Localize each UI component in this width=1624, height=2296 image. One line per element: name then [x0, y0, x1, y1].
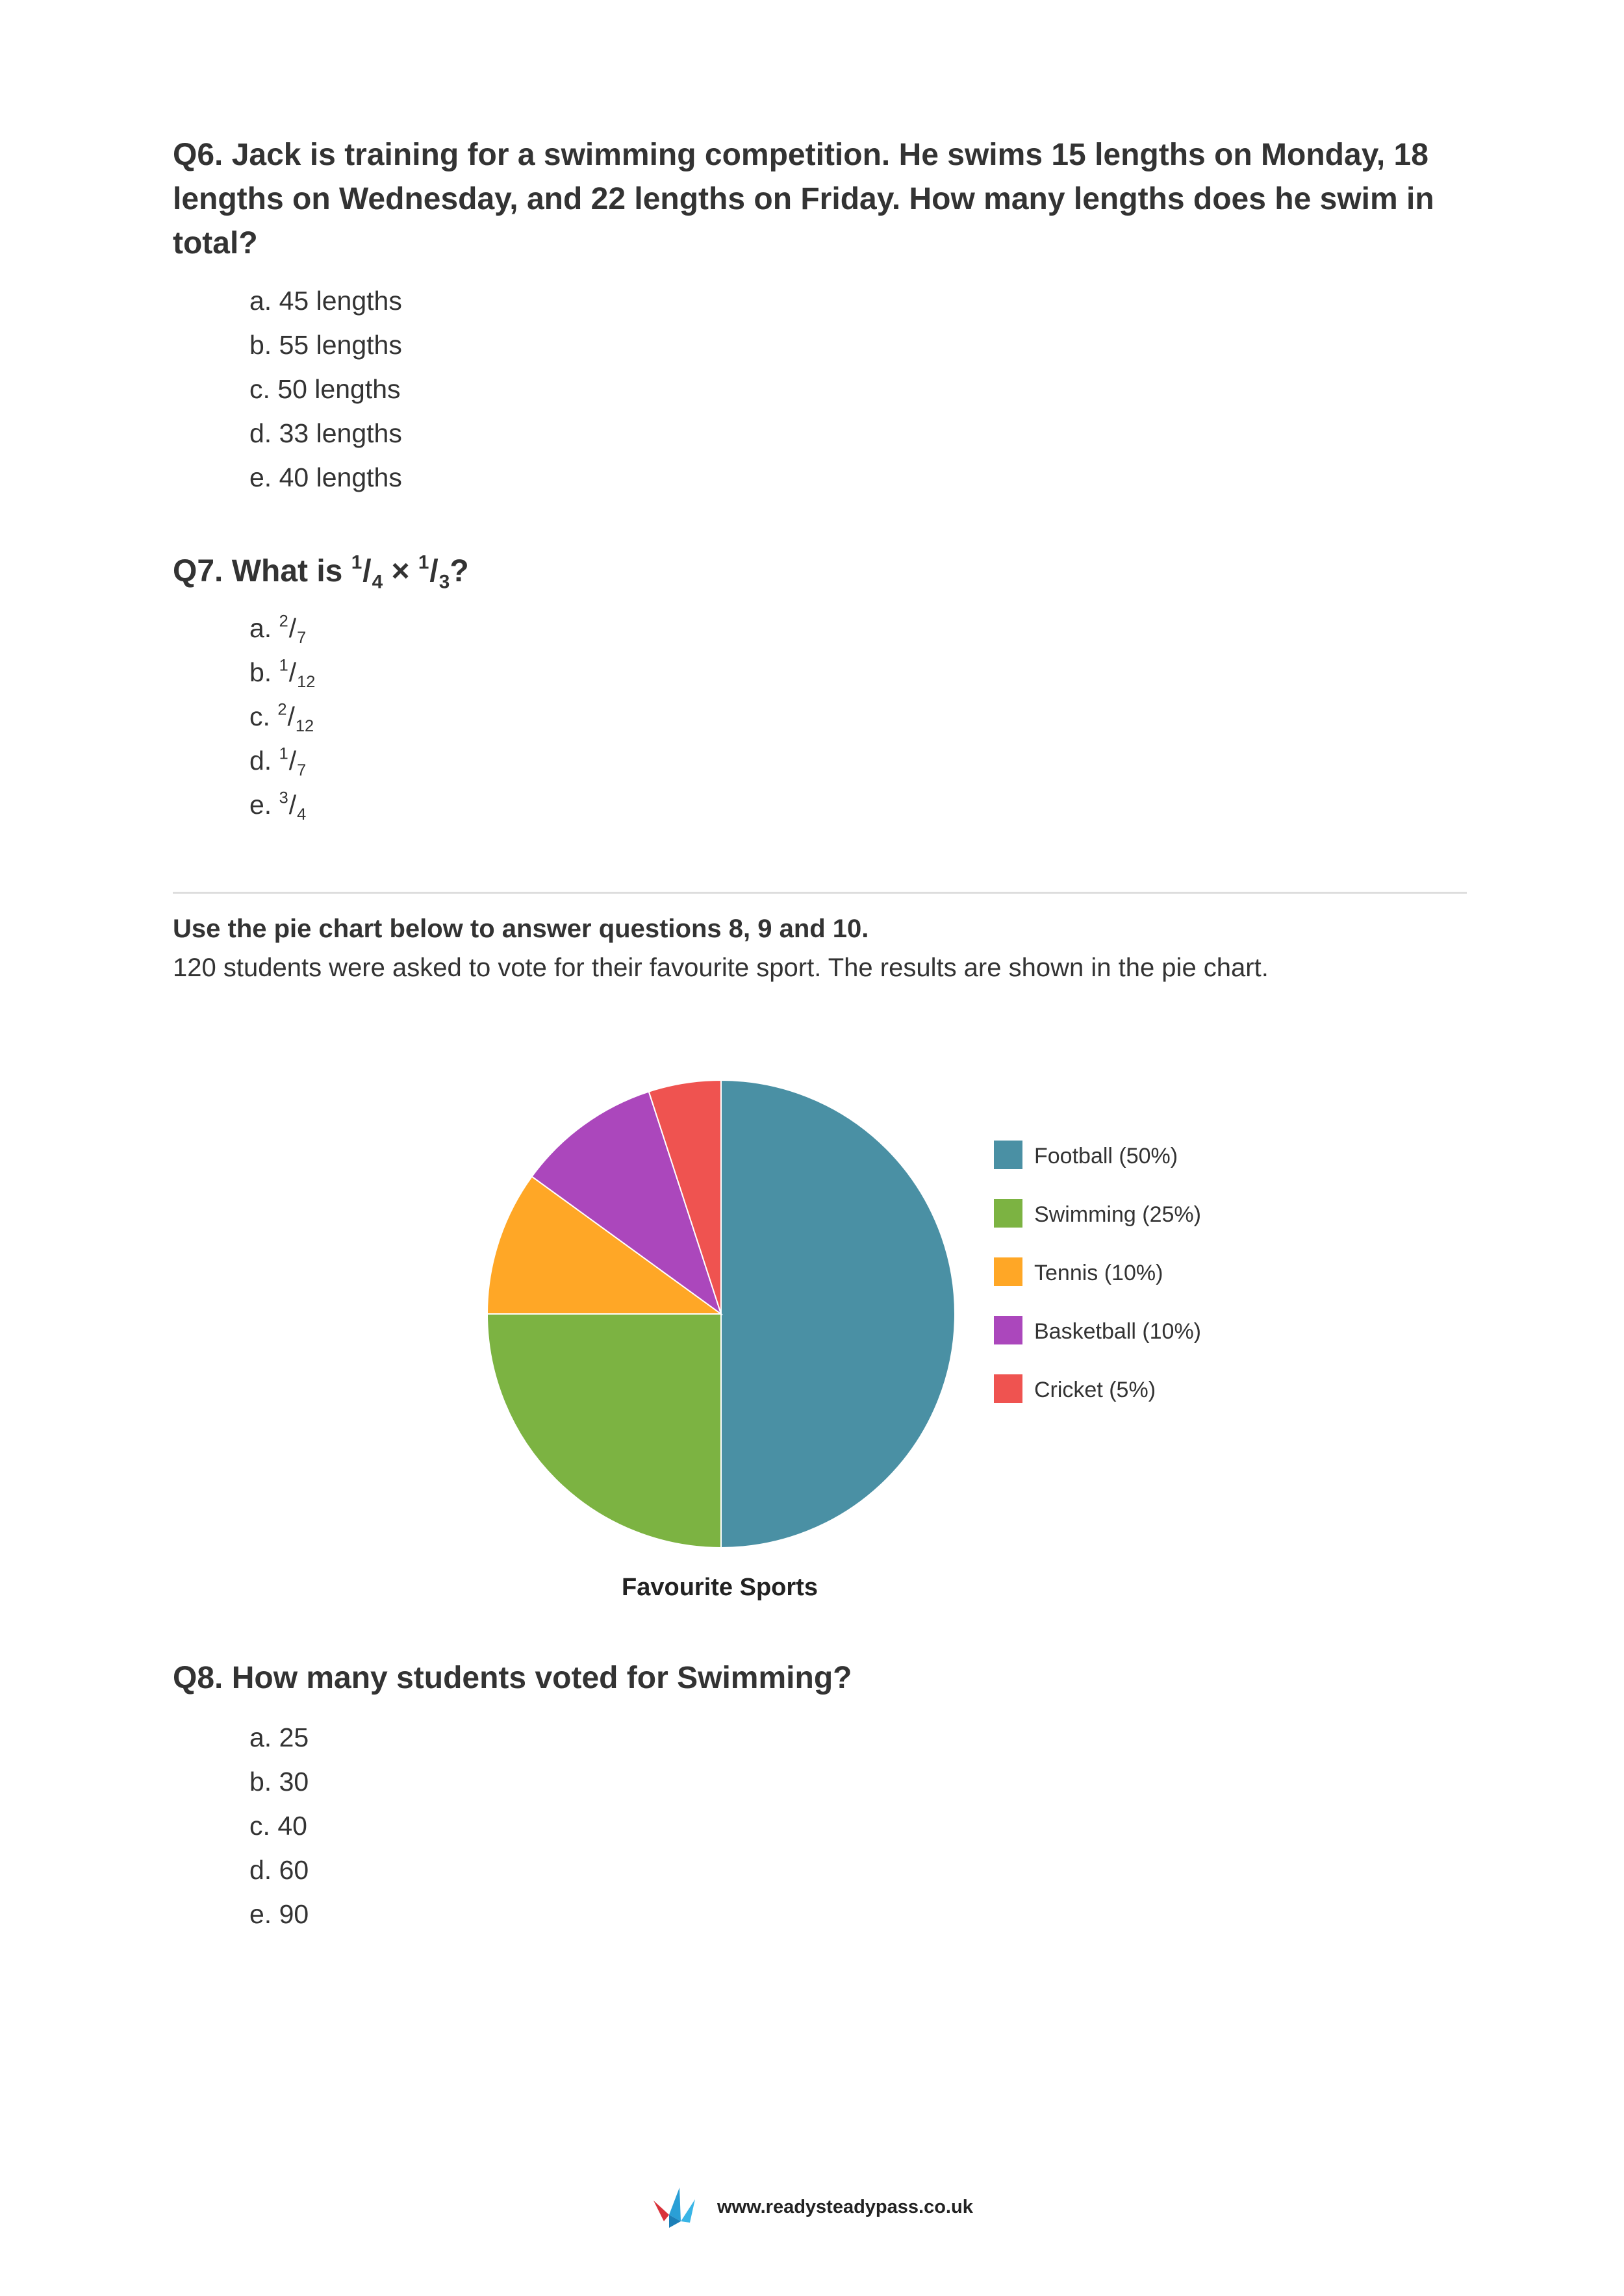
legend-label: Football (50%) [1034, 1144, 1178, 1168]
option-e: e. 40 lengths [249, 462, 402, 492]
pie-slice-football [721, 1080, 955, 1548]
legend-label: Basketball (10%) [1034, 1319, 1202, 1344]
chart-instruction: Use the pie chart below to answer questions 8, 9 and 10. [173, 915, 869, 943]
legend-swatch [994, 1257, 1022, 1286]
option-a: a. 45 lengths [249, 286, 402, 316]
section-divider [173, 892, 1467, 894]
option-c: c. 50 lengths [249, 374, 401, 404]
pie-slice-basketball [532, 1092, 721, 1314]
question-8-options [249, 1715, 309, 1936]
question-7-options [249, 606, 315, 827]
question-6-title: Q6. Jack is training for a swimming competition. He swims 15 lengths on Monday, 18 lengths on Wednesday, and 22 lengths on Friday. How many lengths does he swim in total? [173, 138, 1434, 260]
option-b: b. 55 lengths [249, 330, 402, 360]
option-d: d. 33 lengths [249, 418, 402, 448]
chart-title: Favourite Sports [622, 1574, 818, 1601]
chart-legend [994, 1141, 1201, 1403]
option-d: d. $^1/_7$ [249, 744, 307, 779]
option-b: b. $^1/_{12}$ [249, 656, 316, 691]
option-a: a. $^2/_7$ [249, 612, 307, 647]
question-8-title: Q8. How many students voted for Swimming? [173, 1661, 852, 1695]
footer [650, 2181, 973, 2233]
legend-label: Cricket (5%) [1034, 1378, 1156, 1402]
legend-swatch [994, 1199, 1022, 1228]
option-a: a. 25 [249, 1722, 309, 1752]
pie-slices [487, 1080, 955, 1548]
option-b: b. 30 [249, 1767, 309, 1797]
chart-description: 120 students were asked to vote for their favourite sport. The results are shown in the pie chart. [173, 953, 1269, 982]
legend-label: Tennis (10%) [1034, 1261, 1163, 1285]
option-c: c. 40 [249, 1811, 307, 1841]
footer-url[interactable]: www.readysteadypass.co.uk [717, 2196, 973, 2217]
pie-slice-swimming [487, 1314, 721, 1548]
legend-label: Swimming (25%) [1034, 1202, 1201, 1227]
option-e: e. $^3/_4$ [249, 788, 307, 824]
pie-slice-tennis [487, 1176, 721, 1314]
legend-swatch [994, 1374, 1022, 1403]
option-e: e. 90 [249, 1899, 309, 1929]
origami-bird-icon [650, 2181, 702, 2233]
fraction-1: $^1/_4$ [351, 551, 383, 593]
option-d: d. 60 [249, 1855, 309, 1885]
legend-swatch [994, 1316, 1022, 1344]
question-7-title: Q7. What is $^1/_4 \times ^1/_3$? [173, 551, 469, 593]
pie-slice-cricket [649, 1080, 721, 1314]
question-6-options [249, 279, 402, 499]
fraction-2: $^1/_3$ [418, 551, 450, 593]
legend-swatch [994, 1141, 1022, 1169]
option-c: c. $^2/_{12}$ [249, 700, 314, 735]
